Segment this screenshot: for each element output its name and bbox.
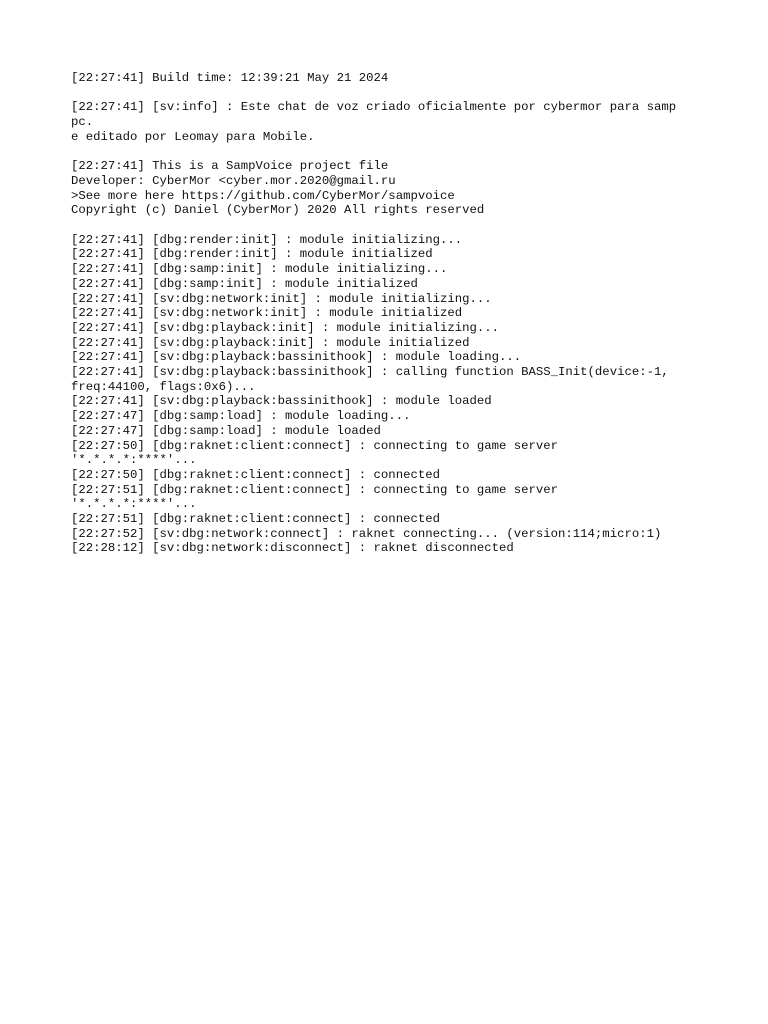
log-line: Developer: CyberMor <cyber.mor.2020@gmail.ru [71, 173, 396, 188]
log-line: Copyright (c) Daniel (CyberMor) 2020 All rights reserved [71, 203, 485, 218]
log-line: [22:27:51] [dbg:raknet:client:connect] : connected [71, 512, 440, 527]
log-document [71, 71, 711, 571]
log-line: [22:27:41] [sv:dbg:network:init] : module initializing... [71, 291, 492, 306]
log-line: [22:27:41] [sv:dbg:network:init] : module initialized [71, 306, 463, 321]
log-line: freq:44100, flags:0x6)... [71, 379, 256, 394]
log-line: [22:27:41] [dbg:samp:init] : module initialized [71, 276, 418, 291]
log-line: [22:27:50] [dbg:raknet:client:connect] : connected [71, 467, 440, 482]
log-line: [22:27:47] [dbg:samp:load] : module loading... [71, 409, 411, 424]
log-line: [22:27:41] [sv:dbg:playback:init] : module initializing... [71, 320, 500, 335]
log-line: [22:27:41] Build time: 12:39:21 May 21 2024 [71, 71, 389, 85]
log-line: pc. [71, 115, 94, 130]
log-line: [22:27:41] [dbg:render:init] : module initializing... [71, 232, 463, 247]
project-info-block [71, 159, 711, 218]
log-line: [22:27:41] [sv:dbg:playback:init] : module initialized [71, 335, 470, 350]
build-time-block [71, 71, 711, 86]
log-line: >See more here https://github.com/CyberMor/sampvoice [71, 188, 455, 203]
log-line: [22:27:52] [sv:dbg:network:connect] : raknet connecting... (version:114;micro:1) [71, 526, 662, 541]
log-line: [22:27:41] [sv:info] : Este chat de voz criado oficialmente por cybermor para samp [71, 100, 677, 115]
log-line: [22:27:41] [sv:dbg:playback:bassinithook] : calling function BASS_Init(device:-1, [71, 365, 669, 380]
log-line: [22:27:51] [dbg:raknet:client:connect] : connecting to game server [71, 482, 559, 497]
log-line: [22:27:41] [dbg:samp:init] : module initializing... [71, 262, 448, 277]
log-line: [22:27:47] [dbg:samp:load] : module loaded [71, 423, 381, 438]
log-line: '*.*.*.*:****'... [71, 453, 197, 468]
log-line: e editado por Leomay para Mobile. [71, 129, 315, 144]
log-line: [22:27:41] This is a SampVoice project file [71, 159, 389, 174]
log-line: [22:27:41] [dbg:render:init] : module initialized [71, 247, 433, 262]
sv-info-block [71, 100, 711, 144]
log-line: [22:27:41] [sv:dbg:playback:bassinithook] : module loaded [71, 394, 492, 409]
log-line: '*.*.*.*:****'... [71, 497, 197, 512]
log-line: [22:28:12] [sv:dbg:network:disconnect] : raknet disconnected [71, 541, 514, 556]
log-line: [22:27:50] [dbg:raknet:client:connect] : connecting to game server [71, 438, 559, 453]
debug-log-block [71, 233, 711, 556]
log-line: [22:27:41] [sv:dbg:playback:bassinithook] : module loading... [71, 350, 522, 365]
